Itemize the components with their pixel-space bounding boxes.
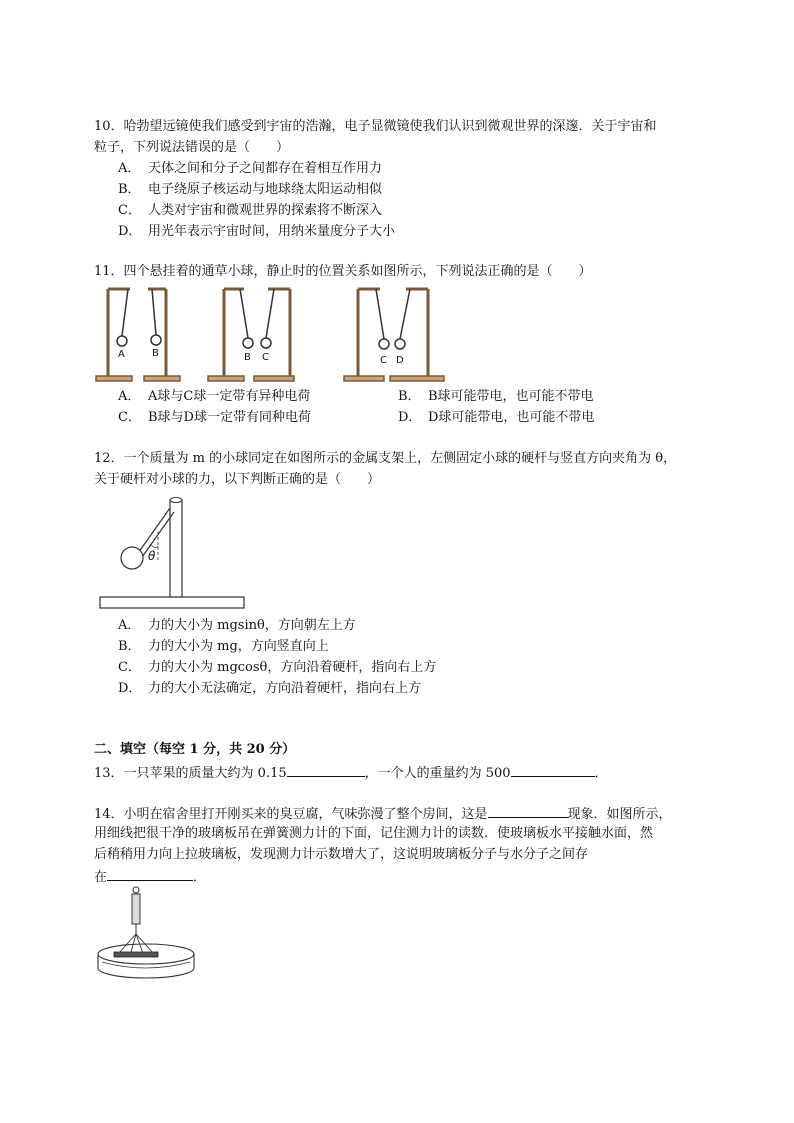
q10-option-a[interactable] [118,160,382,178]
q13 [94,763,608,783]
q14-line4 [94,867,206,887]
q12-stem-line1: 12．一个质量为 m 的小球同定在如图所示的金属支架上，左侧固定小球的硬杆与竖直方向夹角为 θ， [94,451,677,466]
q11-stem: 11．四个悬挂着的通草小球，静止时的位置关系如图所示，下列说法正确的是（ ） [94,264,592,279]
q10-option-c[interactable] [118,202,382,220]
ball-label-d: D [396,355,404,366]
q14-line4-text-b: ． [193,870,207,885]
frame-5 [344,289,389,381]
option-label: D． [118,681,142,696]
option-text: 力的大小为 mgcosθ，方向沿着硬杆，指向右上方 [148,660,437,675]
ball-label-a: A [118,349,125,360]
q11-hanging-balls-figure [94,286,454,386]
q14-line4-text-a: 在 [94,870,108,885]
option-label: C． [118,203,141,218]
q14-line2: 用细线把很干净的玻璃板吊在弹簧测力计的下面，记住测力计的读数．使玻璃板水平接触水面，然 [94,826,654,841]
frame-2 [144,289,180,381]
q12-stem-line2: 关于硬杆对小球的力，以下判断正确的是（ ） [94,472,381,487]
ball-label-c-2: C [380,355,387,366]
option-text: B球与D球一定带有同种电荷 [148,410,311,425]
q12-option-b[interactable] [118,638,329,656]
option-label: D． [398,410,422,425]
q14-spring-scale-figure [94,886,204,982]
option-label: B． [398,389,421,404]
q11-option-b[interactable] [398,388,594,406]
option-text: A球与C球一定带有异种电荷 [148,389,311,404]
q12-option-a[interactable] [118,617,356,635]
option-text: 用光年表示宇宙时间，用纳米量度分子大小 [148,224,396,239]
q14-blank-1[interactable] [488,804,568,818]
q14-line1 [94,804,672,824]
option-text: D球可能带电，也可能不带电 [428,410,595,425]
option-text: 力的大小为 mgsinθ，方向朝左上方 [148,618,356,633]
ball-label-b-2: B [244,352,251,363]
frame-3 [208,289,253,381]
ball-label-b: B [152,348,159,359]
option-text: 力的大小无法确定，方向沿着硬杆，指向右上方 [148,681,422,696]
option-label: A． [118,618,141,633]
q14-blank-2[interactable] [107,867,193,881]
option-text: 力的大小为 mg，方向竖直向上 [148,639,329,654]
q13-part2: ，一个人的重量约为 500 [364,766,511,781]
ball-label-c: C [262,352,269,363]
option-text: 电子绕原子核运动与地球绕太阳运动相似 [148,182,383,197]
q13-blank-1[interactable] [287,763,365,777]
q12-option-d[interactable] [118,680,421,698]
option-label: C． [118,660,141,675]
option-label: C． [118,410,141,425]
q11-option-a[interactable] [118,388,310,406]
option-text: 人类对宇宙和微观世界的探索将不断深入 [148,203,383,218]
frame-1 [96,289,132,381]
option-text: 天体之间和分子之间都存在着相互作用力 [148,161,383,176]
frame-4 [254,289,294,381]
q10-stem-line2: 粒子，下列说法错误的是（ ） [94,140,290,155]
q14-line1-text-a: 14．小明在宿舍里打开刚买来的臭豆腐，气味弥漫了整个房间，这是 [94,807,488,822]
q11-option-c[interactable] [118,409,311,427]
option-label: D． [118,224,142,239]
q14-line1-text-b: 现象．如图所示， [567,807,672,822]
option-text: B球可能带电，也可能不带电 [428,389,594,404]
section-title: 二、填空（每空 1 分，共 20 分） [94,742,296,757]
frame-6 [390,289,444,381]
q14-line3: 后稍稍用力向上拉玻璃板，发现测力计示数增大了，这说明玻璃板分子与水分子之间存 [94,847,589,862]
q10-option-d[interactable] [118,223,395,241]
q10-option-b[interactable] [118,181,382,199]
q12-option-c[interactable] [118,659,436,677]
q12-bracket-figure [96,494,256,614]
q13-part1: 13．一只苹果的质量大约为 0.15 [94,766,287,781]
option-label: A． [118,389,141,404]
q13-blank-2[interactable] [511,763,595,777]
q13-part3: ． [594,766,608,781]
option-label: A． [118,161,141,176]
angle-label: θ [148,549,156,563]
option-label: B． [118,182,141,197]
option-label: B． [118,639,141,654]
q11-option-d[interactable] [398,409,594,427]
q10-stem-line1: 10．哈勃望远镜使我们感受到宇宙的浩瀚，电子显微镜使我们认识到微观世界的深邃．关于宇宙和 [94,119,657,134]
